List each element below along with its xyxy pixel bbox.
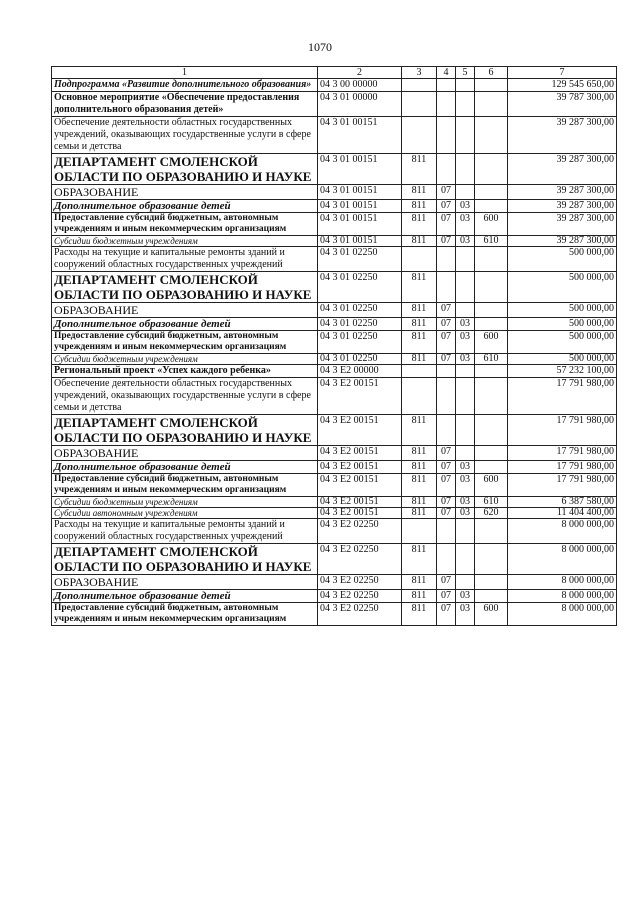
budget-table [51,66,617,626]
target-code-cell: 04 3 01 02250 [318,303,402,318]
row-name-cell: Предоставление субсидий бюджетным, автономным учреждениям и иным некоммерческим организациям [52,331,318,354]
table-row [52,519,617,544]
table-header-row [52,67,617,79]
target-code-cell: 04 3 01 02250 [318,318,402,331]
subsection-code-cell: 03 [456,236,475,247]
expense-type-cell: 600 [475,213,508,236]
amount-cell: 8 000 000,00 [508,603,617,626]
target-code-cell: 04 3 E2 00151 [318,474,402,497]
section-code-cell: 07 [437,200,456,213]
amount-cell: 8 000 000,00 [508,590,617,603]
amount-cell: 500 000,00 [508,331,617,354]
subsection-code-cell [456,303,475,318]
row-name-cell: Субсидии автономным учреждениям [52,508,318,519]
target-code-cell: 04 3 E2 00151 [318,446,402,461]
expense-type-cell [475,318,508,331]
row-name-cell: Расходы на текущие и капитальные ремонты зданий и сооружений областных государственных учреждений [52,247,318,272]
expense-type-cell: 610 [475,354,508,365]
section-code-cell [437,378,456,415]
column-header: 1 [52,67,318,79]
section-code-cell [437,365,456,378]
target-code-cell: 04 3 01 00151 [318,117,402,154]
row-name-cell: Дополнительное образование детей [52,461,318,474]
expense-type-cell [475,79,508,92]
department-code-cell: 811 [402,331,437,354]
target-code-cell: 04 3 01 00151 [318,185,402,200]
section-code-cell [437,117,456,154]
expense-type-cell [475,446,508,461]
section-code-cell: 07 [437,508,456,519]
department-code-cell: 811 [402,213,437,236]
subsection-code-cell [456,185,475,200]
row-name-cell: ОБРАЗОВАНИЕ [52,185,318,200]
row-name-cell: Региональный проект «Успех каждого ребенка» [52,365,318,378]
subsection-code-cell: 03 [456,318,475,331]
department-code-cell: 811 [402,461,437,474]
amount-cell: 500 000,00 [508,354,617,365]
row-name-cell: Обеспечение деятельности областных государственных учреждений, оказывающих государственные услуги в сфере семьи и детства [52,378,318,415]
amount-cell: 17 791 980,00 [508,446,617,461]
target-code-cell: 04 3 E2 00151 [318,497,402,508]
amount-cell: 17 791 980,00 [508,415,617,446]
department-code-cell [402,79,437,92]
table-row [52,213,617,236]
section-code-cell [437,154,456,185]
table-row [52,365,617,378]
table-body [52,79,617,626]
amount-cell: 129 545 650,00 [508,79,617,92]
department-code-cell: 811 [402,415,437,446]
amount-cell: 500 000,00 [508,303,617,318]
row-name-cell: Субсидии бюджетным учреждениям [52,354,318,365]
subsection-code-cell [456,575,475,590]
subsection-code-cell [456,415,475,446]
row-name-cell: Дополнительное образование детей [52,318,318,331]
table-row [52,185,617,200]
section-code-cell: 07 [437,354,456,365]
target-code-cell: 04 3 01 02250 [318,354,402,365]
department-code-cell: 811 [402,575,437,590]
row-name-cell: Обеспечение деятельности областных государственных учреждений, оказывающих государственные услуги в сфере семьи и детства [52,117,318,154]
section-code-cell: 07 [437,474,456,497]
section-code-cell [437,79,456,92]
section-code-cell: 07 [437,446,456,461]
department-code-cell [402,92,437,117]
expense-type-cell [475,200,508,213]
table-row [52,378,617,415]
row-name-cell: ДЕПАРТАМЕНТ СМОЛЕНСКОЙ ОБЛАСТИ ПО ОБРАЗОВАНИЮ И НАУКЕ [52,272,318,303]
row-name-cell: ДЕПАРТАМЕНТ СМОЛЕНСКОЙ ОБЛАСТИ ПО ОБРАЗОВАНИЮ И НАУКЕ [52,544,318,575]
table-row [52,508,617,519]
table-row [52,497,617,508]
amount-cell: 39 287 300,00 [508,117,617,154]
department-code-cell: 811 [402,446,437,461]
row-name-cell: Предоставление субсидий бюджетным, автономным учреждениям и иным некоммерческим организациям [52,474,318,497]
amount-cell: 39 287 300,00 [508,200,617,213]
department-code-cell: 811 [402,603,437,626]
expense-type-cell [475,92,508,117]
amount-cell: 17 791 980,00 [508,474,617,497]
table-row [52,200,617,213]
subsection-code-cell: 03 [456,474,475,497]
amount-cell: 6 387 580,00 [508,497,617,508]
subsection-code-cell: 03 [456,508,475,519]
row-name-cell: Субсидии бюджетным учреждениям [52,497,318,508]
column-header: 7 [508,67,617,79]
subsection-code-cell [456,117,475,154]
subsection-code-cell [456,154,475,185]
table-row [52,446,617,461]
department-code-cell: 811 [402,318,437,331]
section-code-cell: 07 [437,213,456,236]
amount-cell: 500 000,00 [508,247,617,272]
subsection-code-cell: 03 [456,354,475,365]
target-code-cell: 04 3 E2 00151 [318,378,402,415]
table-row [52,474,617,497]
table-row [52,272,617,303]
row-name-cell: Основное мероприятие «Обеспечение предоставления дополнительного образования детей» [52,92,318,117]
subsection-code-cell: 03 [456,213,475,236]
section-code-cell [437,92,456,117]
subsection-code-cell [456,378,475,415]
target-code-cell: 04 3 01 02250 [318,272,402,303]
table-row [52,303,617,318]
section-code-cell [437,519,456,544]
expense-type-cell [475,575,508,590]
amount-cell: 500 000,00 [508,272,617,303]
section-code-cell [437,272,456,303]
column-header: 2 [318,67,402,79]
expense-type-cell: 600 [475,603,508,626]
row-name-cell: ОБРАЗОВАНИЕ [52,575,318,590]
department-code-cell: 811 [402,590,437,603]
amount-cell: 57 232 100,00 [508,365,617,378]
amount-cell: 39 287 300,00 [508,213,617,236]
table-row [52,354,617,365]
amount-cell: 39 787 300,00 [508,92,617,117]
row-name-cell: ОБРАЗОВАНИЕ [52,303,318,318]
expense-type-cell [475,117,508,154]
target-code-cell: 04 3 E2 02250 [318,544,402,575]
department-code-cell: 811 [402,200,437,213]
page-number: 1070 [308,40,332,54]
amount-cell: 8 000 000,00 [508,575,617,590]
subsection-code-cell [456,247,475,272]
target-code-cell: 04 3 E2 02250 [318,575,402,590]
expense-type-cell [475,378,508,415]
expense-type-cell: 610 [475,236,508,247]
expense-type-cell [475,272,508,303]
expense-type-cell [475,303,508,318]
subsection-code-cell: 03 [456,603,475,626]
section-code-cell: 07 [437,590,456,603]
section-code-cell: 07 [437,575,456,590]
target-code-cell: 04 3 E2 02250 [318,590,402,603]
expense-type-cell [475,519,508,544]
target-code-cell: 04 3 E2 00151 [318,415,402,446]
row-name-cell: ДЕПАРТАМЕНТ СМОЛЕНСКОЙ ОБЛАСТИ ПО ОБРАЗОВАНИЮ И НАУКЕ [52,415,318,446]
expense-type-cell [475,154,508,185]
table-row [52,318,617,331]
row-name-cell: ОБРАЗОВАНИЕ [52,446,318,461]
department-code-cell [402,365,437,378]
table-row [52,154,617,185]
department-code-cell: 811 [402,508,437,519]
table-row [52,461,617,474]
row-name-cell: Расходы на текущие и капитальные ремонты зданий и сооружений областных государственных учреждений [52,519,318,544]
subsection-code-cell: 03 [456,331,475,354]
subsection-code-cell [456,365,475,378]
expense-type-cell [475,544,508,575]
column-header: 3 [402,67,437,79]
table-row [52,236,617,247]
amount-cell: 11 404 400,00 [508,508,617,519]
target-code-cell: 04 3 01 00000 [318,92,402,117]
expense-type-cell [475,247,508,272]
department-code-cell: 811 [402,474,437,497]
subsection-code-cell [456,272,475,303]
amount-cell: 39 287 300,00 [508,185,617,200]
table-row [52,544,617,575]
target-code-cell: 04 3 01 00151 [318,213,402,236]
department-code-cell: 811 [402,497,437,508]
section-code-cell: 07 [437,318,456,331]
department-code-cell [402,247,437,272]
table-row [52,117,617,154]
target-code-cell: 04 3 E2 02250 [318,603,402,626]
target-code-cell: 04 3 01 02250 [318,331,402,354]
target-code-cell: 04 3 E2 00151 [318,508,402,519]
subsection-code-cell [456,446,475,461]
column-header: 6 [475,67,508,79]
target-code-cell: 04 3 01 00151 [318,236,402,247]
section-code-cell: 07 [437,497,456,508]
table-row [52,331,617,354]
target-code-cell: 04 3 01 00151 [318,200,402,213]
department-code-cell: 811 [402,236,437,247]
expense-type-cell [475,415,508,446]
subsection-code-cell [456,544,475,575]
column-header: 4 [437,67,456,79]
amount-cell: 8 000 000,00 [508,519,617,544]
expense-type-cell [475,365,508,378]
amount-cell: 17 791 980,00 [508,378,617,415]
expense-type-cell [475,185,508,200]
section-code-cell: 07 [437,185,456,200]
row-name-cell: Предоставление субсидий бюджетным, автономным учреждениям и иным некоммерческим организациям [52,213,318,236]
target-code-cell: 04 3 E2 00151 [318,461,402,474]
column-header: 5 [456,67,475,79]
amount-cell: 8 000 000,00 [508,544,617,575]
expense-type-cell: 600 [475,331,508,354]
amount-cell: 39 287 300,00 [508,236,617,247]
section-code-cell [437,415,456,446]
table-row [52,92,617,117]
row-name-cell: Подпрограмма «Развитие дополнительного образования» [52,79,318,92]
target-code-cell: 04 3 E2 02250 [318,519,402,544]
section-code-cell: 07 [437,303,456,318]
table-row [52,603,617,626]
subsection-code-cell: 03 [456,461,475,474]
amount-cell: 17 791 980,00 [508,461,617,474]
department-code-cell: 811 [402,154,437,185]
section-code-cell: 07 [437,461,456,474]
section-code-cell: 07 [437,603,456,626]
expense-type-cell: 610 [475,497,508,508]
expense-type-cell [475,461,508,474]
row-name-cell: Субсидии бюджетным учреждениям [52,236,318,247]
table-row [52,415,617,446]
subsection-code-cell [456,79,475,92]
department-code-cell: 811 [402,544,437,575]
amount-cell: 500 000,00 [508,318,617,331]
section-code-cell: 07 [437,236,456,247]
table-row [52,590,617,603]
department-code-cell [402,519,437,544]
section-code-cell [437,247,456,272]
row-name-cell: ДЕПАРТАМЕНТ СМОЛЕНСКОЙ ОБЛАСТИ ПО ОБРАЗОВАНИЮ И НАУКЕ [52,154,318,185]
subsection-code-cell: 03 [456,590,475,603]
target-code-cell: 04 3 01 02250 [318,247,402,272]
expense-type-cell: 620 [475,508,508,519]
table-row [52,575,617,590]
row-name-cell: Дополнительное образование детей [52,200,318,213]
department-code-cell: 811 [402,272,437,303]
row-name-cell: Дополнительное образование детей [52,590,318,603]
subsection-code-cell: 03 [456,497,475,508]
department-code-cell: 811 [402,303,437,318]
row-name-cell: Предоставление субсидий бюджетным, автономным учреждениям и иным некоммерческим организациям [52,603,318,626]
expense-type-cell: 600 [475,474,508,497]
subsection-code-cell: 03 [456,200,475,213]
amount-cell: 39 287 300,00 [508,154,617,185]
table-row [52,247,617,272]
target-code-cell: 04 3 01 00151 [318,154,402,185]
department-code-cell: 811 [402,185,437,200]
department-code-cell [402,117,437,154]
subsection-code-cell [456,519,475,544]
table-row [52,79,617,92]
section-code-cell [437,544,456,575]
target-code-cell: 04 3 00 00000 [318,79,402,92]
target-code-cell: 04 3 E2 00000 [318,365,402,378]
section-code-cell: 07 [437,331,456,354]
expense-type-cell [475,590,508,603]
department-code-cell [402,378,437,415]
subsection-code-cell [456,92,475,117]
department-code-cell: 811 [402,354,437,365]
